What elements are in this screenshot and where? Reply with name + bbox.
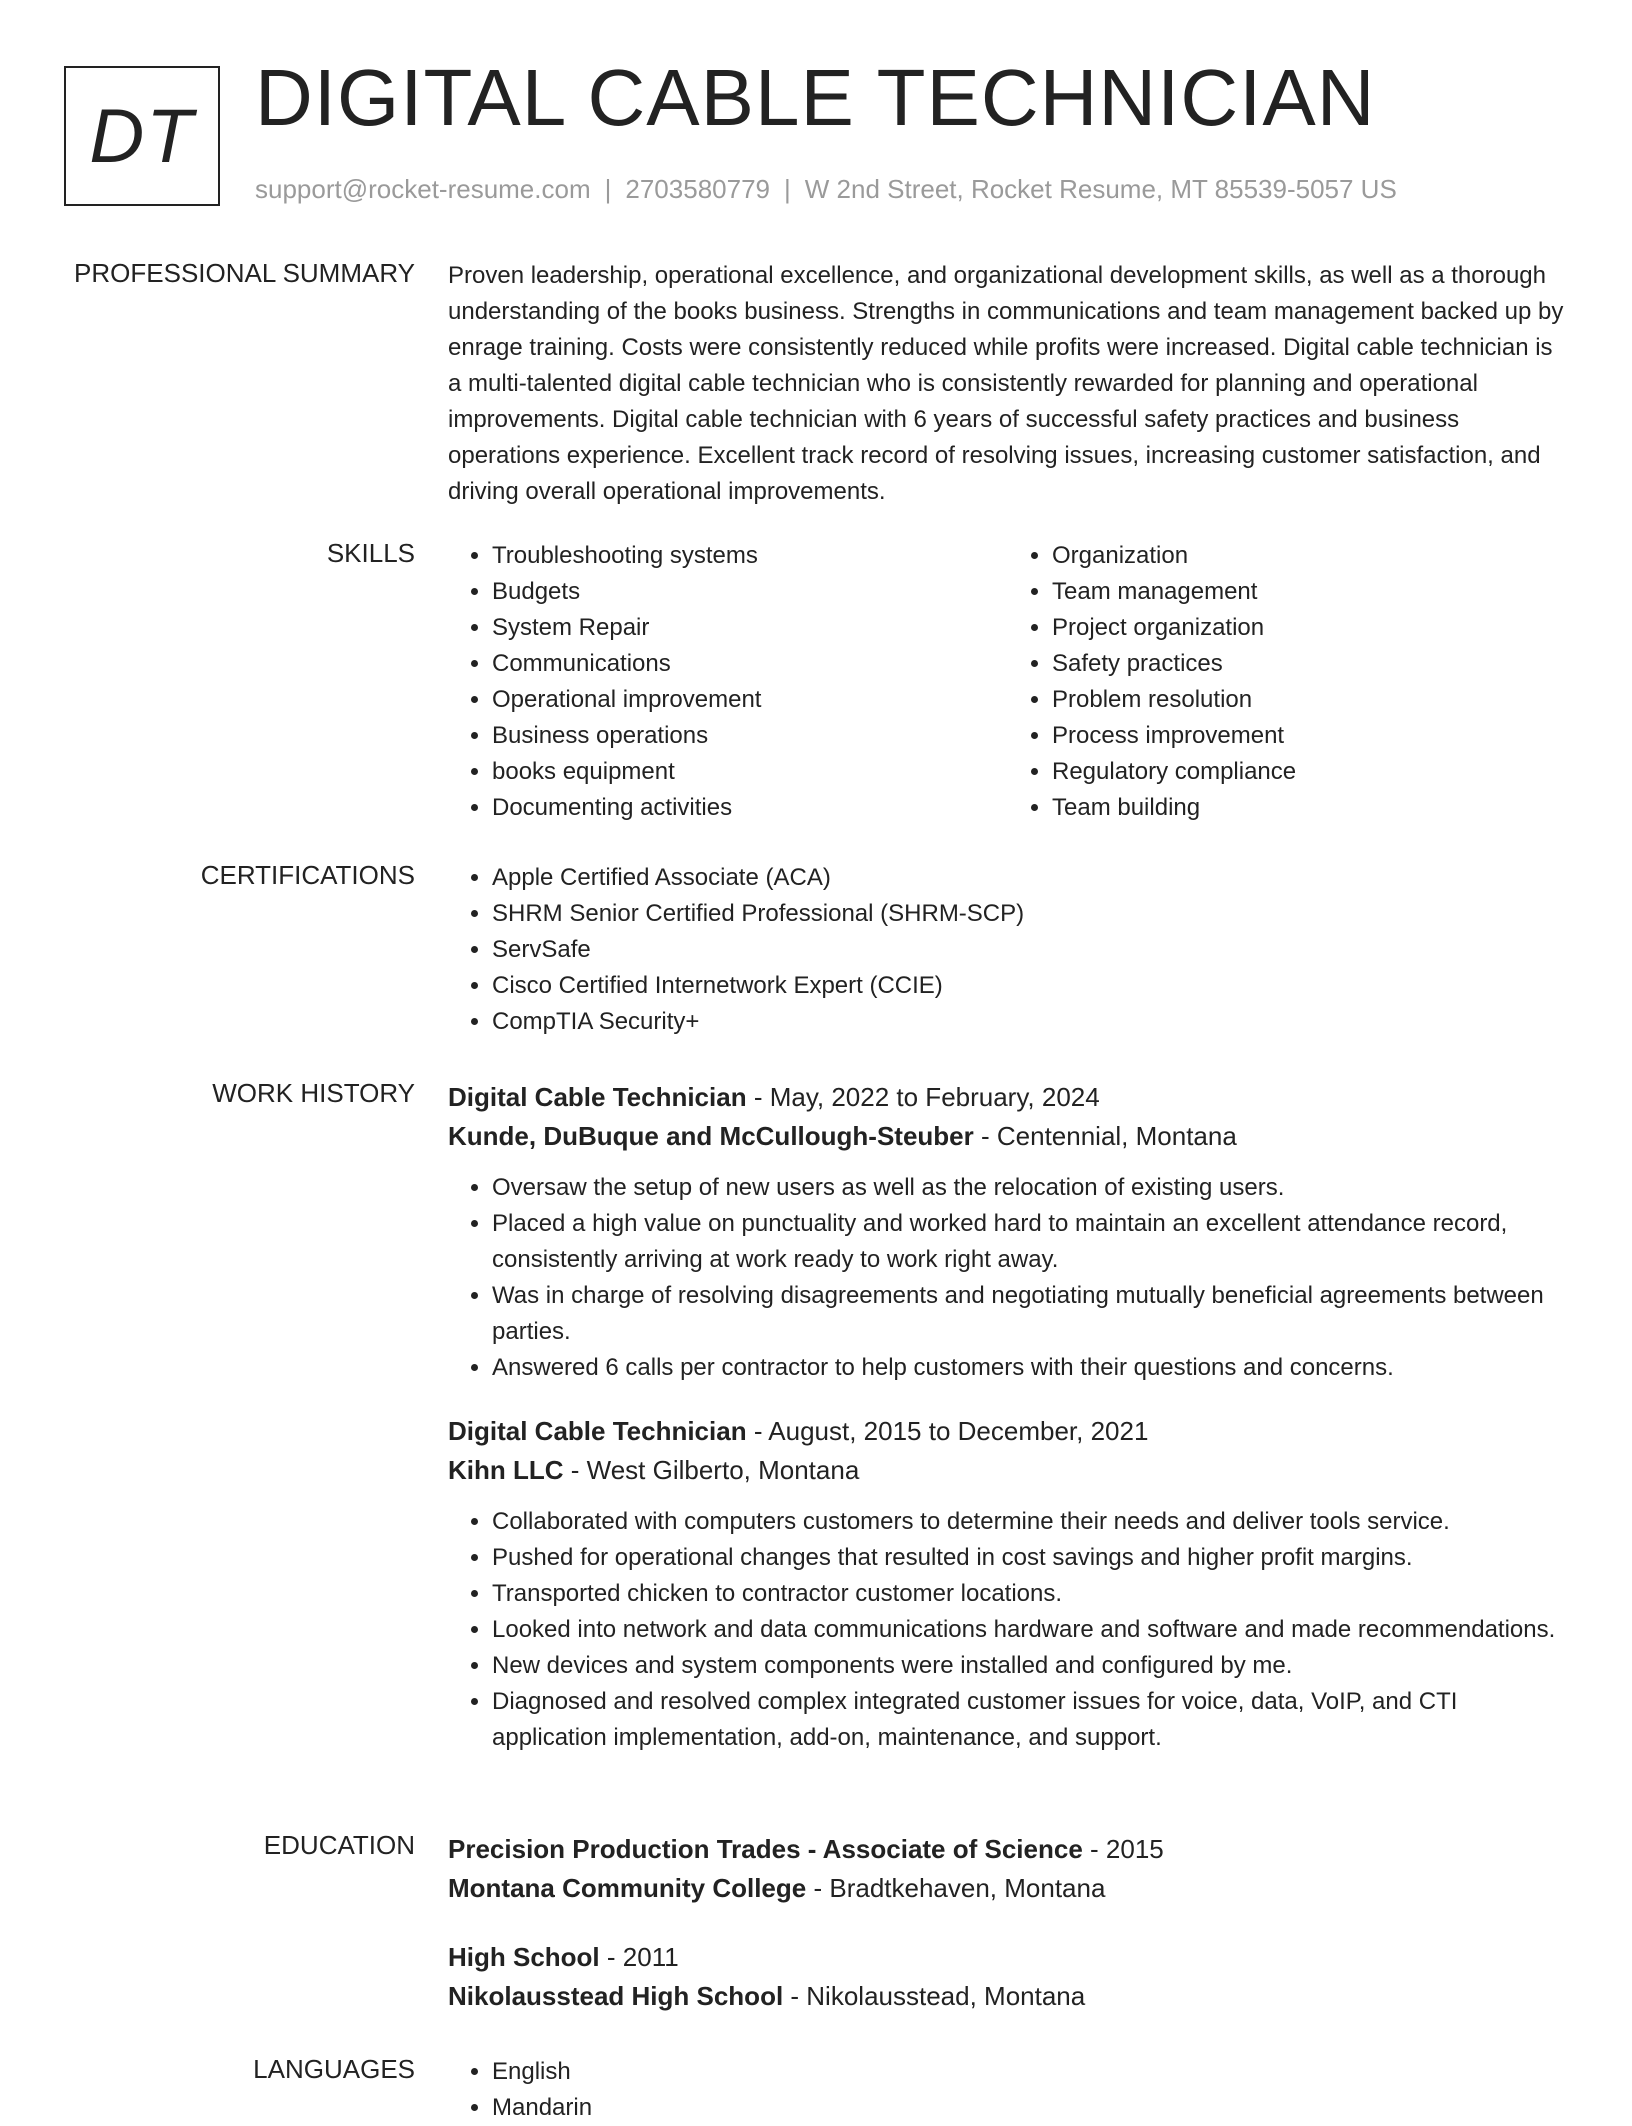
contact-address: W 2nd Street, Rocket Resume, MT 85539-5057 US — [804, 174, 1397, 204]
job-bullet: • Answered 6 calls per contractor to help customers with their questions and concerns. — [492, 1350, 1568, 1386]
skill-item: • Process improvement — [1052, 718, 1568, 754]
skill-item: • Project organization — [1052, 610, 1568, 646]
contact-separator: | — [784, 174, 791, 204]
skill-item: • Team building — [1052, 790, 1568, 826]
job-title: Digital Cable Technician — [448, 1082, 747, 1112]
job-company: Kihn LLC — [448, 1455, 564, 1485]
skill-item: • Regulatory compliance — [1052, 754, 1568, 790]
education-year: - 2011 — [599, 1942, 679, 1972]
skill-item: • Problem resolution — [1052, 682, 1568, 718]
skill-item: • Operational improvement — [492, 682, 1008, 718]
certification-item: • Apple Certified Associate (ACA) — [492, 860, 1568, 896]
section-label-education: EDUCATION — [263, 1830, 415, 1860]
job-bullet: • Placed a high value on punctuality and worked hard to maintain an excellent attendance record, consistently arriving at work ready to work right away. — [492, 1206, 1568, 1278]
certification-item: • SHRM Senior Certified Professional (SHRM-SCP) — [492, 896, 1568, 932]
job-bullet: • Pushed for operational changes that resulted in cost savings and higher profit margins. — [492, 1540, 1568, 1576]
education-location: - Nikolausstead, Montana — [783, 1981, 1086, 2011]
skills-list-col1 — [448, 538, 1008, 826]
education-degree-line — [448, 1830, 1568, 1869]
job-location: - West Gilberto, Montana — [563, 1455, 860, 1485]
job-bullet: • Was in charge of resolving disagreements and negotiating mutually beneficial agreements between parties. — [492, 1278, 1568, 1350]
job-bullet: • Diagnosed and resolved complex integrated customer issues for voice, data, VoIP, and CTI application implementation, add-on, maintenance, and support. — [492, 1684, 1568, 1756]
education-school-line — [448, 1869, 1568, 1908]
section-label-work-history: WORK HISTORY — [212, 1078, 415, 1108]
job-location: - Centennial, Montana — [973, 1121, 1237, 1151]
skill-item: • Communications — [492, 646, 1008, 682]
resume-title: DIGITAL CABLE TECHNICIAN — [255, 53, 1376, 142]
skill-item: • Team management — [1052, 574, 1568, 610]
job-title: Digital Cable Technician — [448, 1416, 747, 1446]
skill-item: • Budgets — [492, 574, 1008, 610]
education-entry — [448, 1938, 1568, 2016]
monogram-badge: DT — [64, 66, 220, 206]
job-dates: - May, 2022 to February, 2024 — [746, 1082, 1100, 1112]
summary-text: Proven leadership, operational excellence, and organizational development skills, as well as a thorough understanding of the books business. Strengths in communications and team management backed up by enrage training. Costs were consistently reduced while profits were increased. Digital cable technician is a multi-talented digital cable technician who is consistently rewarded for planning and operational improvements. Digital cable technician with 6 years of successful safety practices and business operations experience. Excellent track record of resolving issues, increasing customer satisfaction, and driving overall operational improvements. — [448, 262, 1564, 505]
certifications-list — [448, 860, 1568, 1040]
education-degree: High School — [448, 1942, 600, 1972]
section-label-summary: PROFESSIONAL SUMMARY — [74, 258, 415, 288]
job-company: Kunde, DuBuque and McCullough-Steuber — [448, 1121, 974, 1151]
education-school-line — [448, 1977, 1568, 2016]
job-bullets — [448, 1170, 1568, 1386]
skills-list-col2 — [1008, 538, 1568, 826]
education-entry — [448, 1830, 1568, 1908]
contact-email[interactable]: support@rocket-resume.com — [255, 174, 591, 204]
skill-item: • Documenting activities — [492, 790, 1008, 826]
job-bullet: • Oversaw the setup of new users as well as the relocation of existing users. — [492, 1170, 1568, 1206]
job-company-line — [448, 1117, 1568, 1156]
job-bullet: • New devices and system components were installed and configured by me. — [492, 1648, 1568, 1684]
education-school: Nikolausstead High School — [448, 1981, 784, 2011]
job-title-line — [448, 1078, 1568, 1117]
languages-list — [448, 2054, 1568, 2126]
contact-line — [255, 174, 1397, 205]
contact-phone[interactable]: 2703580779 — [625, 174, 770, 204]
section-label-certifications: CERTIFICATIONS — [200, 860, 415, 890]
skill-item: • System Repair — [492, 610, 1008, 646]
certification-item: • Cisco Certified Internetwork Expert (CCIE) — [492, 968, 1568, 1004]
education-year: - 2015 — [1082, 1834, 1164, 1864]
job-entry — [448, 1412, 1568, 1756]
language-item: • Mandarin — [492, 2090, 1568, 2126]
skill-item: • Safety practices — [1052, 646, 1568, 682]
contact-separator: | — [604, 174, 612, 204]
job-bullet: • Collaborated with computers customers to determine their needs and deliver tools service. — [492, 1504, 1568, 1540]
education-degree-line — [448, 1938, 1568, 1977]
job-company-line — [448, 1451, 1568, 1490]
education-school: Montana Community College — [448, 1873, 807, 1903]
skill-item: • Business operations — [492, 718, 1008, 754]
skill-item: • books equipment — [492, 754, 1008, 790]
education-location: - Bradtkehaven, Montana — [806, 1873, 1106, 1903]
language-item: • English — [492, 2054, 1568, 2090]
skill-item: • Troubleshooting systems — [492, 538, 1008, 574]
education-degree: Precision Production Trades - Associate of Science — [448, 1834, 1083, 1864]
job-bullet: • Looked into network and data communications hardware and software and made recommendations. — [492, 1612, 1568, 1648]
certification-item: • CompTIA Security+ — [492, 1004, 1568, 1040]
job-title-line — [448, 1412, 1568, 1451]
job-bullet: • Transported chicken to contractor customer locations. — [492, 1576, 1568, 1612]
section-label-languages: LANGUAGES — [253, 2054, 415, 2084]
job-entry — [448, 1078, 1568, 1386]
section-label-skills: SKILLS — [326, 538, 415, 568]
job-bullets — [448, 1504, 1568, 1756]
skill-item: • Organization — [1052, 538, 1568, 574]
job-dates: - August, 2015 to December, 2021 — [746, 1416, 1149, 1446]
certification-item: • ServSafe — [492, 932, 1568, 968]
